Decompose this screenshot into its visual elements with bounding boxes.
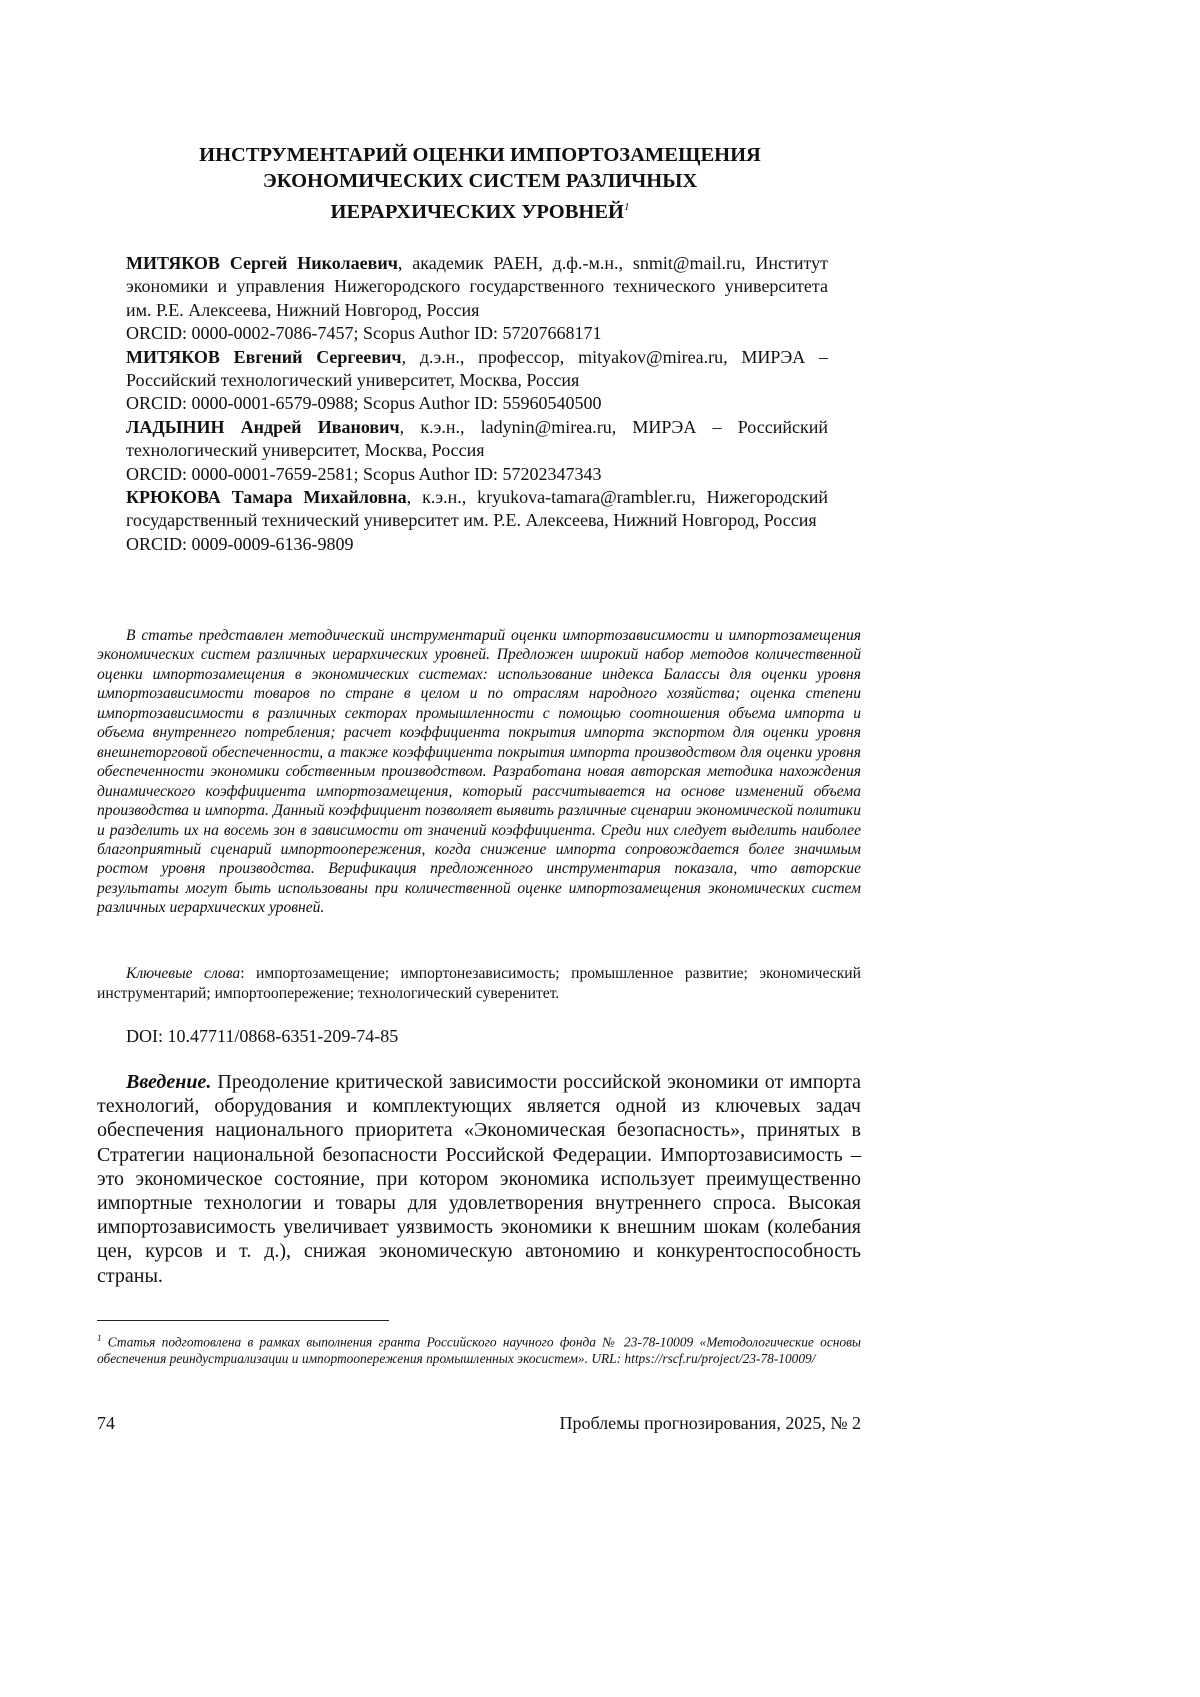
page-number: 74 [97, 1413, 115, 1433]
journal-issue: Проблемы прогнозирования, 2025, № 2 [559, 1413, 861, 1433]
author-3-name: ЛАДЫНИН Андрей Иванович [126, 416, 400, 437]
title-footnote-mark: 1 [623, 201, 630, 213]
author-3-details: , к.э.н., ladynin@mirea.ru, МИРЭА – Российский технологический университет, Москва, Россия [126, 416, 828, 461]
author-3-ids: ORCID: 0000-0001-7659-2581; Scopus Author ID: 57202347343 [126, 463, 602, 484]
author-2-name: МИТЯКОВ Евгений Сергеевич [126, 346, 402, 367]
title-line-1: ИНСТРУМЕНТАРИЙ ОЦЕНКИ ИМПОРТОЗАМЕЩЕНИЯ [199, 144, 761, 166]
author-4 [126, 486, 828, 533]
footnote [97, 1330, 861, 1367]
author-2-ids: ORCID: 0000-0001-6579-0988; Scopus Author ID: 55960540500 [126, 393, 602, 414]
keywords [97, 964, 861, 1003]
introduction-text: Преодоление критической зависимости российской экономики от импорта технологий, оборудования и комплектующих является одной из ключевых задач обеспечения национального приоритета «Экономическая безопасность», принятых в Стратегии национальной безопасности Российской Федерации. Импортозависимость – это экономическое состояние, при котором экономика использует преимущественно импортные технологии и товары для удовлетворения внутреннего спроса. Высокая импортозависимость увеличивает уязвимость экономики к внешним шокам (колебания цен, курсов и т. д.), снижая экономическую автономию и конкурентоспособность страны. [97, 1071, 861, 1287]
author-4-details: , к.э.н., kryukova-tamara@rambler.ru, Нижегородский государственный технический университет им. Р.Е. Алексеева, Нижний Новгород, Россия [126, 487, 828, 531]
author-1-name: МИТЯКОВ Сергей Николаевич [126, 253, 398, 273]
title-line-3 [140, 194, 820, 225]
author-list [126, 252, 828, 556]
author-1 [126, 252, 828, 322]
title-line-3-text: ИЕРАРХИЧЕСКИХ УРОВНЕЙ [330, 200, 624, 223]
introduction-paragraph [97, 1070, 861, 1288]
author-3 [126, 416, 828, 463]
keywords-text: : импортозамещение; импортонезависимость; промышленное развитие; экономический инструментарий; импортоопережение; технологический суверенитет. [97, 965, 861, 1002]
abstract: В статье представлен методический инструментарий оценки импортозависимости и импортозамещения экономических систем различных иерархических уровней. Предложен широкий набор методов количественной оценки импортозамещения в экономических системах: использование индекса Баласcы для оценки уровня импортозависимости товаров по стране в целом и по отраслям народного хозяйства; оценка степени импортозависимости в различных секторах промышленности с помощью соотношения объема импорта и объема внутреннего потребления; расчет коэффициента покрытия импорта экспортом для оценки уровня внешнеторговой обеспеченности, а также коэффициента покрытия импорта производством для оценки уровня обеспеченности экономики собственным производством. Разработана новая авторская методика нахождения динамического коэффициента импортозамещения, который рассчитывается на основе изменений объема производства и импорта. Данный коэффициент позволяет выявить различные сценарии экономической политики и разделить их на восемь зон в зависимости от значений коэффициента. Среди них следует выделить наиболее благоприятный сценарий импортоопережения, когда снижение импорта сопровождается более значимым ростом уровня производства. Верификация предложенного инструментария показала, что авторские результаты могут быть использованы при количественной оценке импортозамещения экономических систем различных иерархических уровней. [97, 627, 861, 917]
author-4-ids: ORCID: 0009-0009-6136-9809 [126, 533, 354, 554]
article-title [140, 142, 820, 225]
author-1-ids: ORCID: 0000-0002-7086-7457; Scopus Author ID: 57207668171 [126, 323, 602, 344]
doi: DOI: 10.47711/0868-6351-209-74-85 [126, 1026, 399, 1046]
keywords-label: Ключевые слова [126, 965, 241, 982]
footnote-divider [97, 1320, 389, 1321]
footnote-mark: 1 [97, 1333, 102, 1343]
author-1-details: , академик РАЕН, д.ф.-м.н., snmit@mail.ru, Институт экономики и управления Нижегородского государственного технического университета им. Р.Е. Алексеева, Нижний Новгород, Россия [126, 253, 828, 320]
author-2-details: , д.э.н., профессор, mityakov@mirea.ru, МИРЭА – Российский технологический университет, Москва, Россия [126, 346, 829, 391]
title-line-2: ЭКОНОМИЧЕСКИХ СИСТЕМ РАЗЛИЧНЫХ [262, 170, 698, 192]
author-4-name: КРЮКОВА Тамара Михайловна [126, 487, 407, 508]
introduction-heading: Введение. [126, 1071, 212, 1093]
author-2 [126, 346, 828, 393]
footnote-text: Статья подготовлена в рамках выполнения гранта Российского научного фонда № 23-78-10009 «Методологические основы обеспечения реиндустриализации и импортоопережения промышленных экосистем». URL: https://rscf.ru/project/23-78-10009/ [97, 1334, 861, 1366]
